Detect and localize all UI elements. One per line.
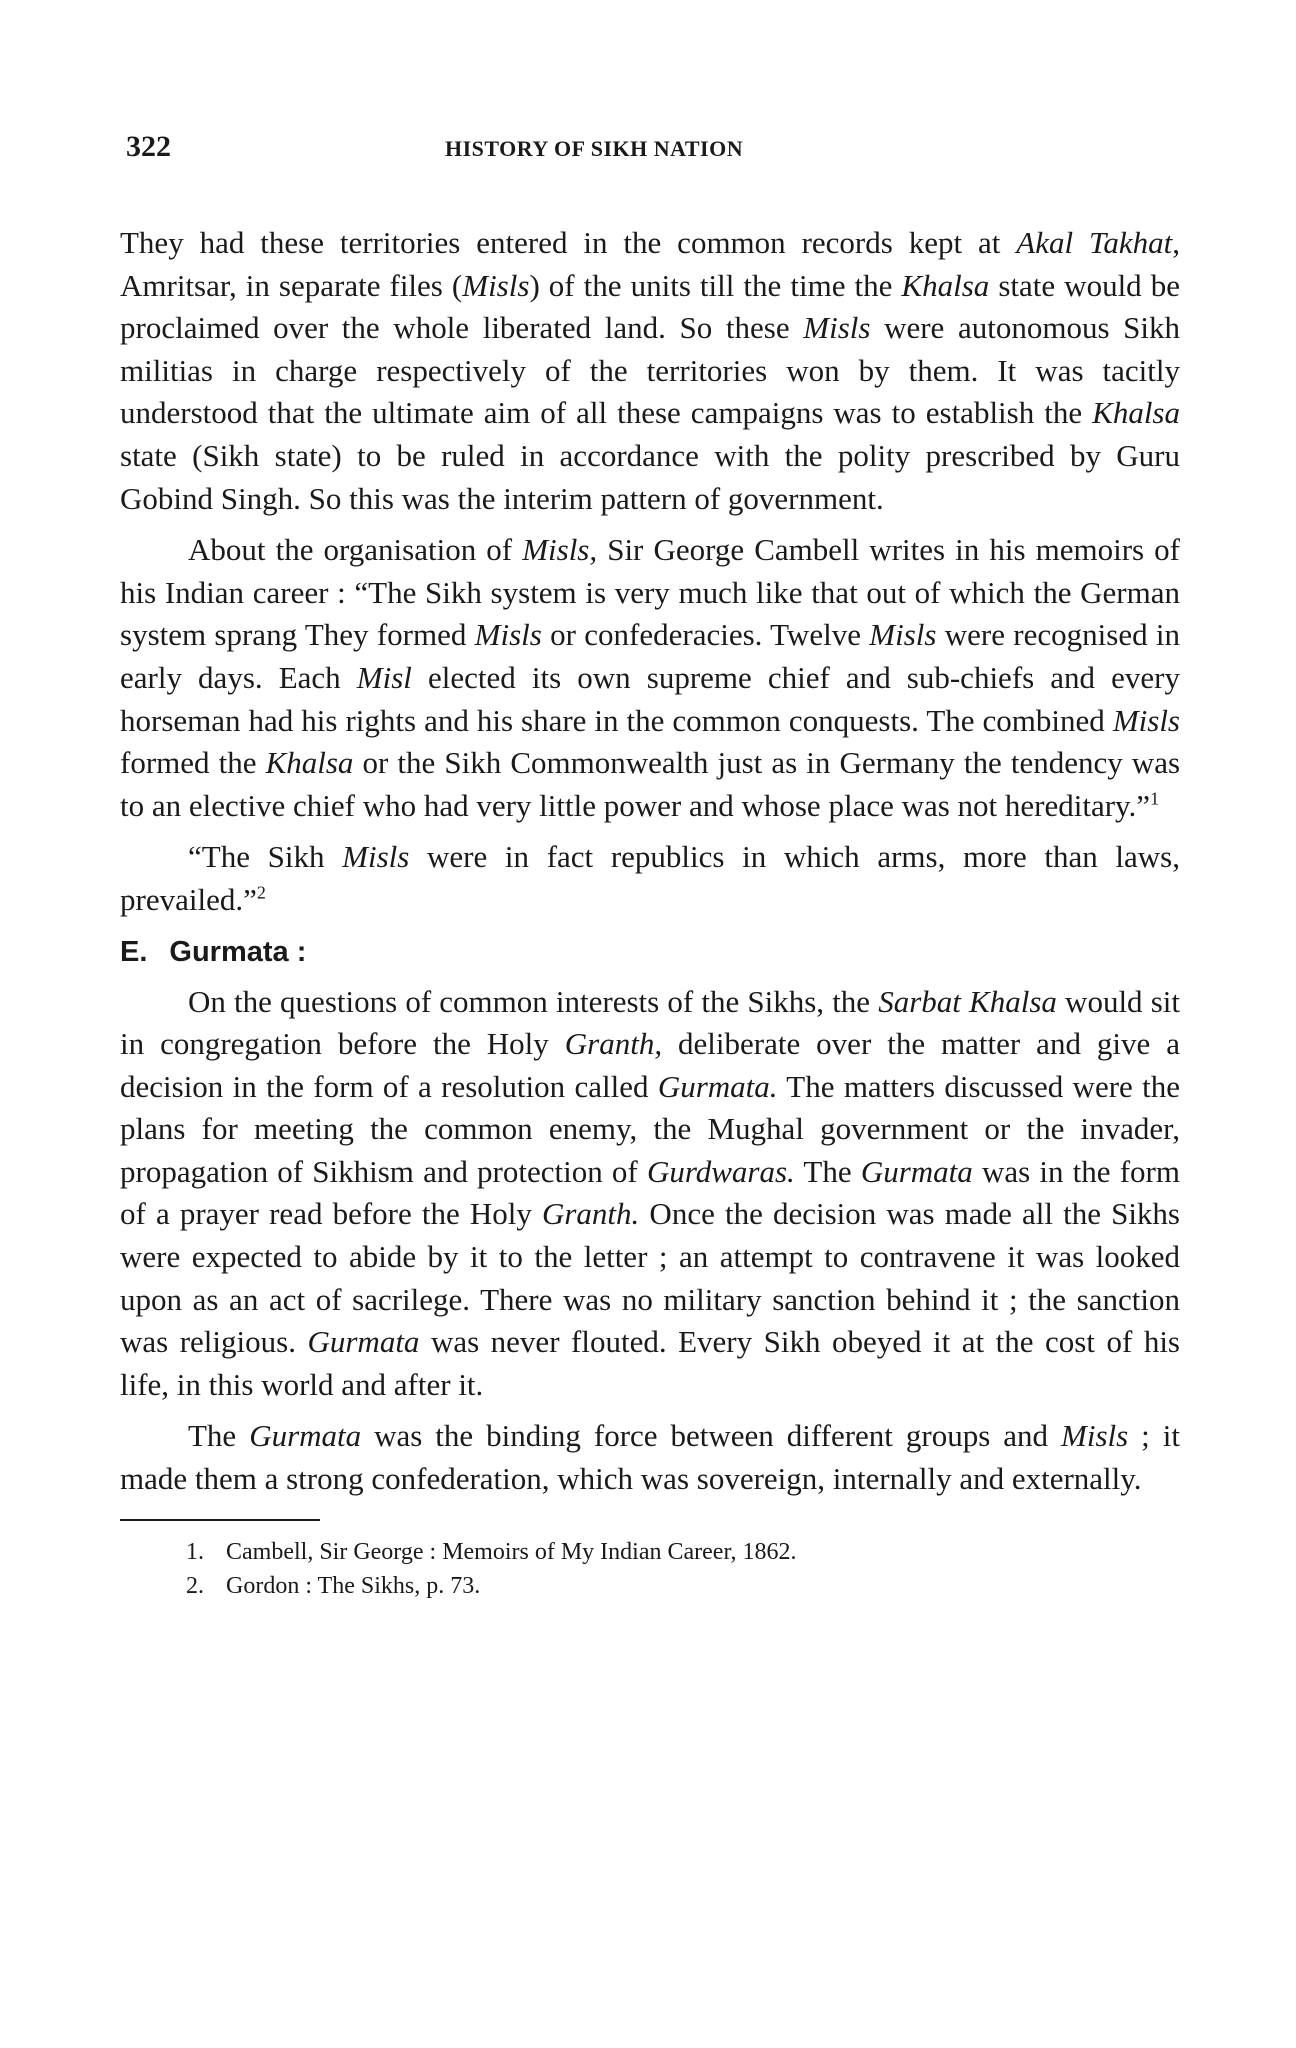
text-run: deliberate over the matter and give a decision in the form of a resolution called xyxy=(120,1026,1180,1104)
italic-term: Khalsa xyxy=(1092,395,1180,431)
footnote-ref: 1 xyxy=(1150,788,1160,809)
text-run: were in fact republics in which arms, more than laws, prevailed.” xyxy=(120,839,1180,917)
paragraph-territories xyxy=(120,222,1180,520)
italic-term: Akal Takhat xyxy=(1016,225,1173,260)
text-run: was the binding force between different groups and xyxy=(361,1418,1062,1454)
page-header xyxy=(120,130,1180,170)
section-letter: E. xyxy=(120,935,148,968)
text-run: The xyxy=(794,1153,861,1189)
text-run: state (Sikh state) to be ruled in accordance with the polity prescribed by Guru Gobind Singh. So this was the interim pattern of government. xyxy=(120,437,1180,516)
italic-term: Misls xyxy=(1112,702,1180,738)
italic-term: Misls, xyxy=(522,532,598,568)
footnote-1 xyxy=(120,1535,1180,1569)
italic-term: Misls xyxy=(462,267,530,303)
text-run: formed the xyxy=(120,745,266,781)
italic-term: Granth, xyxy=(564,1026,663,1062)
book-page xyxy=(120,130,1180,1603)
text-run: ) of the units till the time the xyxy=(529,267,902,303)
italic-term: Misl xyxy=(356,659,412,695)
italic-term: Misls xyxy=(342,839,410,875)
paragraph-gurmata-description xyxy=(120,981,1180,1407)
footnote-ref: 2 xyxy=(256,882,266,903)
text-run: elected its own supreme chief and sub-chiefs and every horseman had his rights and his share in the common conquests. The combined xyxy=(120,659,1181,738)
italic-term: Misls xyxy=(869,617,937,653)
text-run: Sir George Cambell writes in his memoirs of his Indian career : “The Sikh system is very much like that out of which the German system sprang They formed xyxy=(120,532,1180,653)
page-number: 322 xyxy=(126,130,171,163)
text-run: or the Sikh Commonwealth just as in Germany the tendency was to an elective chief who had very little power and whose place was not hereditary.” xyxy=(120,745,1181,823)
footnote-number: 1. xyxy=(186,1538,204,1565)
text-run: ; it made them a strong confederation, which was sovereign, internally and externally. xyxy=(120,1418,1180,1497)
footnote-divider xyxy=(120,1519,320,1521)
italic-term: Gurdwaras. xyxy=(646,1153,795,1189)
italic-term: Khalsa xyxy=(265,745,354,781)
italic-term: Granth. xyxy=(541,1196,640,1232)
running-head: HISTORY OF SIKH NATION xyxy=(445,136,744,161)
italic-term: Sarbat Khalsa xyxy=(878,983,1057,1019)
footnote-text: Cambell, Sir George : Memoirs of My Indian Career, 1862. xyxy=(226,1538,797,1565)
italic-term: Gurmata. xyxy=(657,1068,778,1104)
text-run: About the organisation of xyxy=(188,532,523,568)
paragraph-binding-force xyxy=(120,1415,1180,1500)
italic-term: Gurmata xyxy=(249,1418,362,1454)
text-run: would sit in congregation before the Holy xyxy=(120,983,1180,1062)
paragraph-republics-quote xyxy=(120,836,1180,921)
text-run: Once the decision was made all the Sikhs were expected to abide by it to the letter ; an attempt to contravene it was looked upon as an act of sacrilege. There was no military sanction behind it ; the sanction was religious. xyxy=(120,1196,1180,1360)
text-run: state would be proclaimed over the whole liberated land. So these xyxy=(120,267,1180,346)
italic-term: Gurmata xyxy=(860,1153,973,1189)
italic-term: Gurmata xyxy=(307,1324,420,1360)
section-title: Gurmata : xyxy=(169,935,307,968)
text-run: was never flouted. Every Sikh obeyed it at the cost of his life, in this world and after it. xyxy=(120,1324,1180,1402)
italic-term: Misls xyxy=(1061,1418,1129,1454)
text-run: were recognised in early days. Each xyxy=(120,617,1180,695)
text-run: was in the form of a prayer read before the Holy xyxy=(120,1153,1180,1232)
italic-term: Misls xyxy=(803,310,871,346)
italic-term: Misls xyxy=(474,617,542,653)
text-run: “The Sikh xyxy=(188,839,343,875)
text-run: The matters discussed were the plans for meeting the common enemy, the Mughal government or the invader, propagation of Sikhism and protection of xyxy=(120,1068,1180,1189)
italic-term: Khalsa xyxy=(901,267,990,303)
text-run: On the questions of common interests of the Sikhs, the xyxy=(188,983,879,1019)
footnote-text: Gordon : The Sikhs, p. 73. xyxy=(226,1572,481,1599)
text-run: were autonomous Sikh militias in charge respectively of the territories won by them. It was tacitly understood that the ultimate aim of all these campaigns was to establish the xyxy=(120,310,1180,431)
section-heading-gurmata xyxy=(120,931,1180,973)
paragraph-organisation-of-misls xyxy=(120,529,1180,827)
text-run: They had these territories entered in the common records kept at xyxy=(120,225,1017,260)
text-run: , Amritsar, in separate files ( xyxy=(120,225,1180,303)
footnote-number: 2. xyxy=(186,1572,204,1599)
text-run: or confederacies. Twelve xyxy=(541,617,870,653)
text-run: The xyxy=(188,1418,250,1454)
footnote-2 xyxy=(120,1569,1180,1603)
